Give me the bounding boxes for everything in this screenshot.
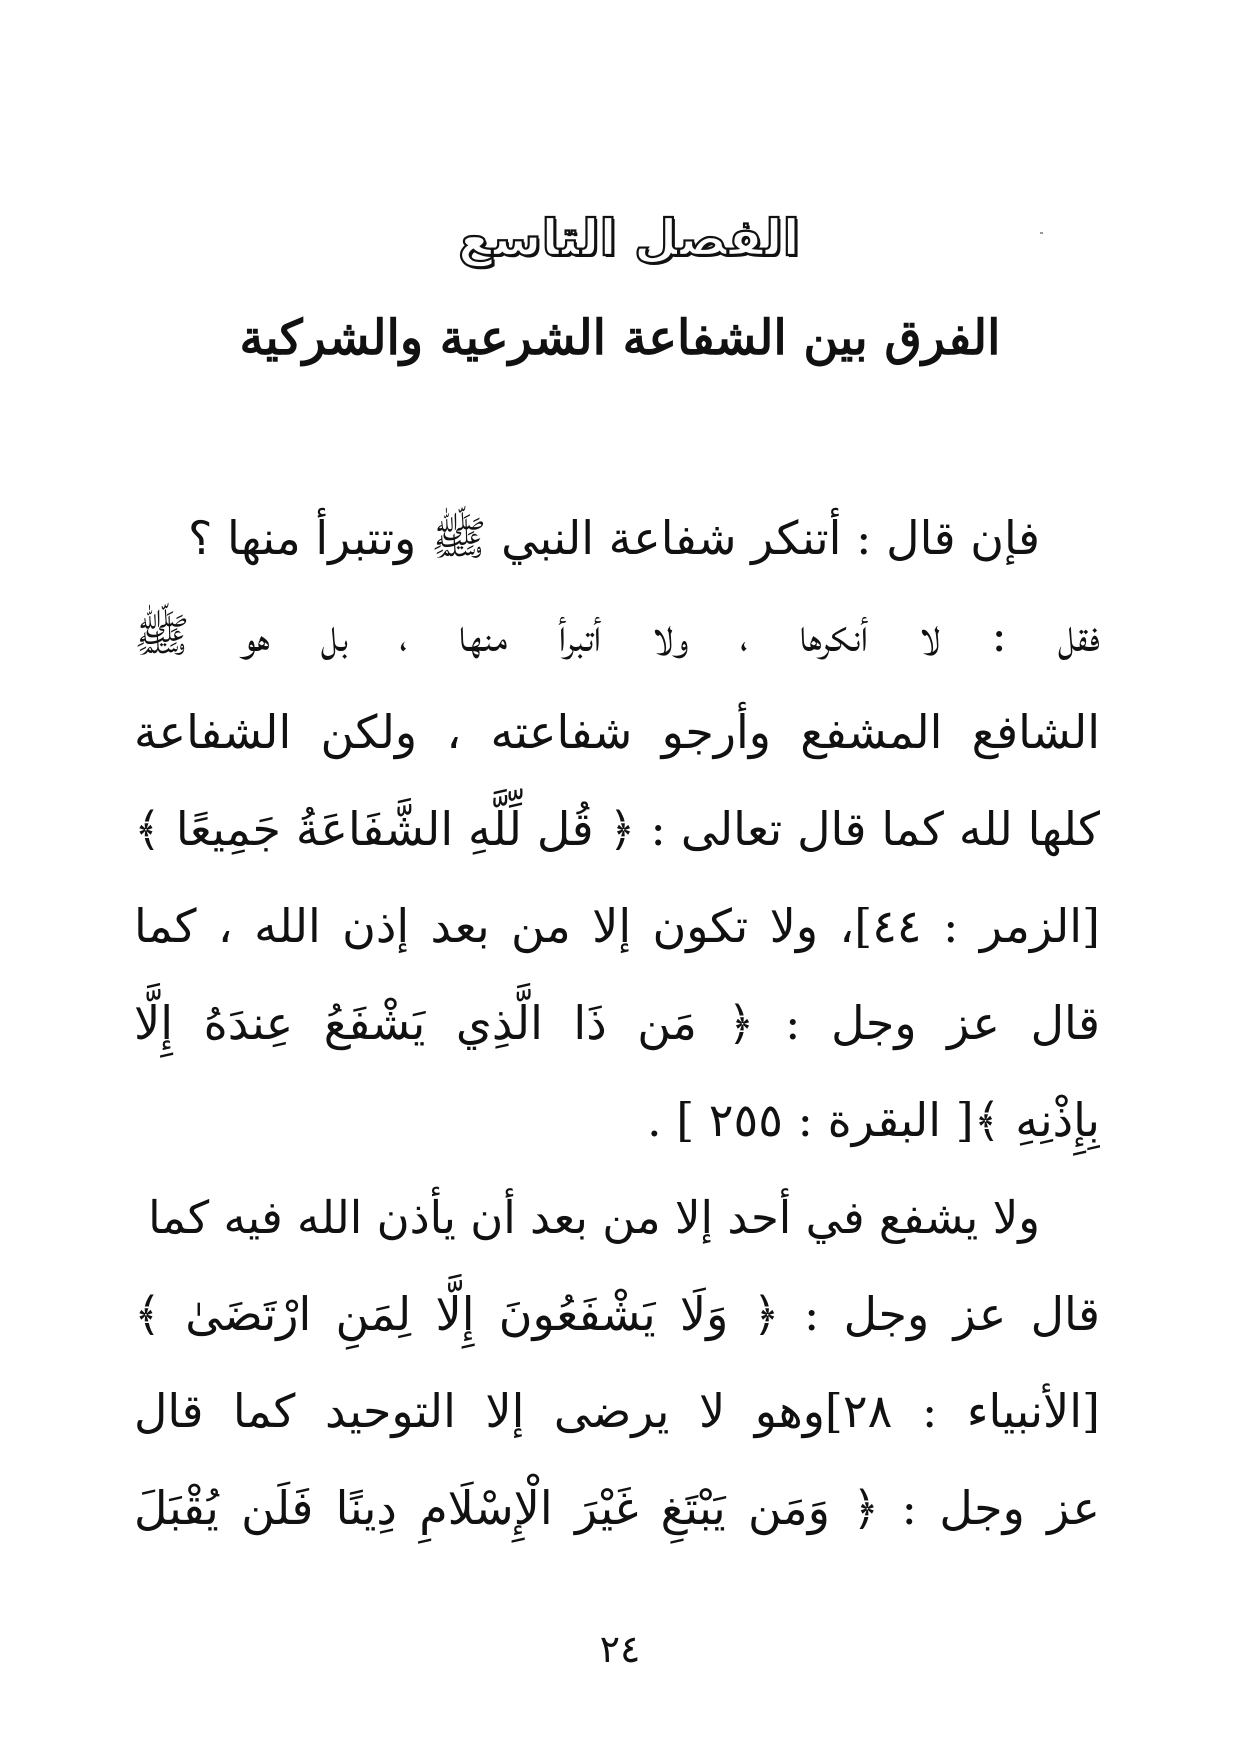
body-text xyxy=(134,490,1100,1557)
page-number: ٢٤ xyxy=(599,1627,641,1671)
text-line: قال عز وجل : ﴿ وَلَا يَشْفَعُونَ إِلَّا لِمَنِ ارْتَضَىٰ ﴾ xyxy=(134,1287,1100,1341)
text-line: عز وجل : ﴿ وَمَن يَبْتَغِ غَيْرَ الْإِسْلَامِ دِينًا فَلَن يُقْبَلَ xyxy=(134,1481,1100,1535)
text-line: قال عز وجل : ﴿ مَن ذَا الَّذِي يَشْفَعُ عِندَهُ إِلَّا xyxy=(134,996,1100,1050)
text-line: [الزمر : ٤٤]، ولا تكون إلا من بعد إذن الله ، كما xyxy=(134,899,1100,953)
text-line: فإن قال : أتنكر شفاعة النبي ﷺ وتتبرأ منها ؟ xyxy=(187,511,1040,565)
chapter-subtitle: الفرق بين الشفاعة الشرعية والشركية xyxy=(239,310,1001,366)
text-line: فقل : لا أنكرها ، ولا أتبرأ منها ، بل هو ﷺ xyxy=(134,608,1100,662)
text-line: كلها لله كما قال تعالى : ﴿ قُل لِّلَّهِ الشَّفَاعَةُ جَمِيعًا ﴾ xyxy=(134,802,1100,856)
chapter-title: الفصل التاسع xyxy=(458,209,800,267)
text-line: بِإِذْنِهِ ﴾[ البقرة : ٢٥٥ ] . xyxy=(646,1093,1100,1147)
text-line: [الأنبياء : ٢٨]وهو لا يرضى إلا التوحيد كما قال xyxy=(134,1384,1100,1438)
text-line: الشافع المشفع وأرجو شفاعته ، ولكن الشفاعة xyxy=(134,705,1100,759)
text-line: ولا يشفع في أحد إلا من بعد أن يأذن الله فيه كما xyxy=(148,1191,1040,1244)
